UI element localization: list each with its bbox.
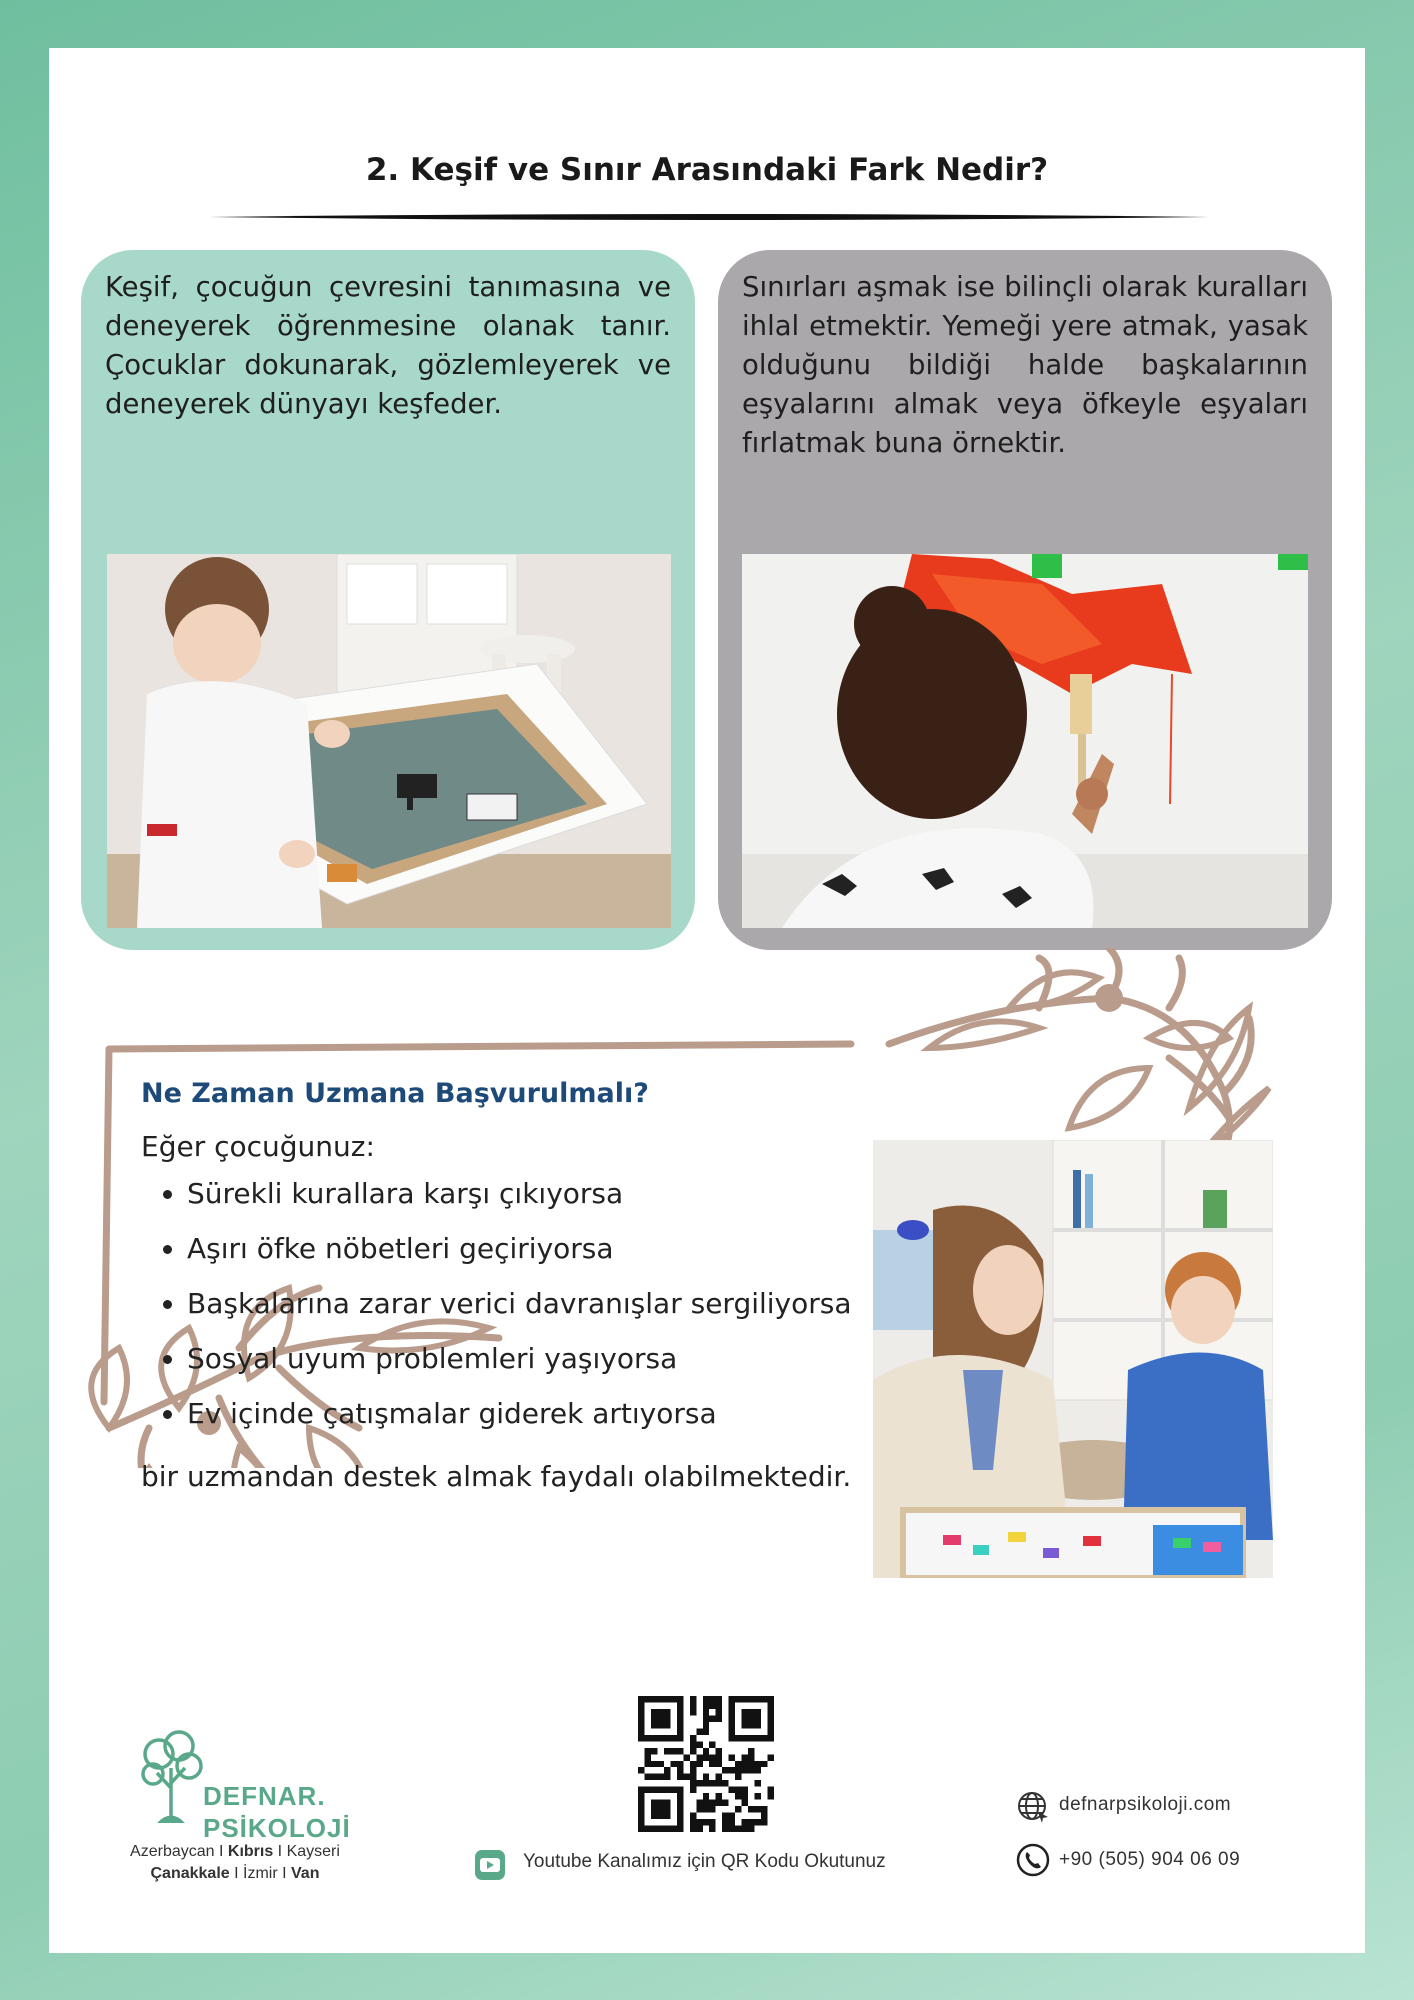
- website-link[interactable]: defnarpsikoloji.com: [1059, 1794, 1232, 1815]
- list-item: • Sosyal uyum problemleri yaşıyorsa: [187, 1340, 852, 1395]
- page: [49, 48, 1365, 1953]
- defnar-tree-logo: [137, 1728, 207, 1828]
- phone-number[interactable]: +90 (505) 904 06 09: [1059, 1849, 1241, 1870]
- logo-wordmark-line1: DEFNAR.: [203, 1781, 326, 1811]
- section-title: 2. Keşif ve Sınır Arasındaki Fark Nedir?: [365, 152, 1049, 188]
- exploration-card: [81, 250, 695, 950]
- list-item: • Ev içinde çatışmalar giderek artıyorsa: [187, 1395, 852, 1450]
- locations-line1: Azerbaycan I Kıbrıs I Kayseri: [130, 1843, 340, 1860]
- globe-icon: [1016, 1790, 1050, 1824]
- exploration-text: Keşif, çocuğun çevresini tanımasına ve deneyerek öğrenmesine olanak tanır. Çocuklar dokunarak, gözlemleyerek ve deneyerek dünyayı keşfeder.: [105, 271, 671, 420]
- locations-line2: Çanakkale I İzmir I Van: [150, 1865, 320, 1882]
- title-divider: [209, 212, 1209, 222]
- boundary-card: [718, 250, 1332, 950]
- youtube-icon: [474, 1849, 506, 1881]
- logo-wordmark-line2: PSİKOLOJİ: [203, 1813, 351, 1843]
- child-sandbox-photo: [107, 554, 671, 928]
- youtube-qr-code[interactable]: [638, 1696, 774, 1832]
- child-painting-wall-photo: [742, 554, 1308, 928]
- specialist-box-conclusion: bir uzmandan destek almak faydalı olabilmektedir.: [141, 1460, 852, 1493]
- list-item: • Aşırı öfke nöbetleri geçiriyorsa: [187, 1230, 852, 1285]
- specialist-box-intro: Eğer çocuğunuz:: [141, 1130, 375, 1163]
- list-item: • Başkalarına zarar verici davranışlar sergiliyorsa: [187, 1285, 852, 1340]
- list-item: • Sürekli kurallara karşı çıkıyorsa: [187, 1175, 852, 1230]
- youtube-qr-caption: Youtube Kanalımız için QR Kodu Okutunuz: [523, 1851, 886, 1872]
- phone-icon: [1016, 1843, 1050, 1877]
- specialist-box-title: Ne Zaman Uzmana Başvurulmalı?: [141, 1078, 649, 1109]
- warning-sign-list: [141, 1175, 852, 1450]
- therapist-with-child-photo: [873, 1140, 1273, 1578]
- boundary-text: Sınırları aşmak ise bilinçli olarak kuralları ihlal etmektir. Yemeği yere atmak, yasak olduğunu bildiği halde başkalarının eşyalarını almak veya öfkeyle eşyaları fırlatmak buna örnektir.: [742, 271, 1308, 459]
